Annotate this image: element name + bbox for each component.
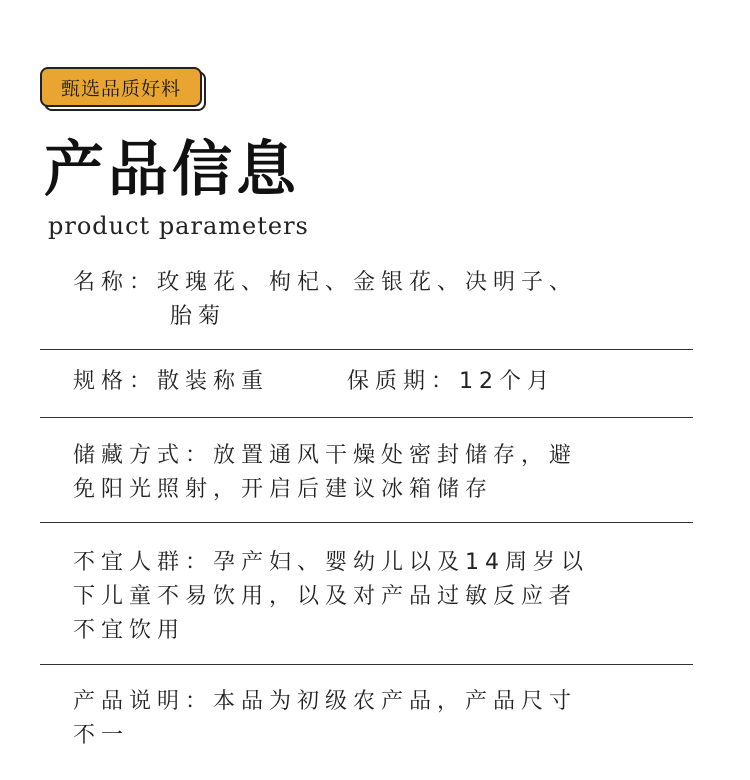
page-subtitle: product parameters (48, 212, 309, 240)
page-title: 产品信息 (44, 135, 300, 205)
param-row-spec (40, 350, 693, 418)
badge-label: 甄选品质好料 (40, 67, 202, 107)
param-row-unsuitable (40, 523, 693, 665)
unsuitable-line-2: 下儿童不易饮用，以及对产品过敏反应者 (73, 584, 578, 609)
description-line-1: 产品说明：本品为初级农产品，产品尺寸 (73, 689, 578, 714)
shelf-life-text: 保质期：12个月 (347, 369, 556, 394)
param-row-name (40, 262, 693, 350)
param-row-storage (40, 418, 693, 523)
storage-line-1: 储藏方式：放置通风干燥处密封储存，避 (73, 443, 578, 468)
unsuitable-line-3: 不宜饮用 (73, 618, 186, 643)
description-line-2: 不一 (73, 723, 130, 748)
storage-line-2: 免阳光照射，开启后建议冰箱储存 (73, 477, 494, 502)
name-line-2: 胎菊 (170, 304, 227, 329)
name-line-1: 名称：玫瑰花、枸杞、金银花、决明子、 (73, 270, 578, 295)
tag-badge (40, 67, 206, 109)
param-row-description (40, 665, 693, 765)
spec-text: 规格：散装称重 (73, 369, 270, 394)
parameter-list (40, 262, 693, 765)
unsuitable-line-1: 不宜人群：孕产妇、婴幼儿以及14周岁以 (73, 550, 589, 575)
